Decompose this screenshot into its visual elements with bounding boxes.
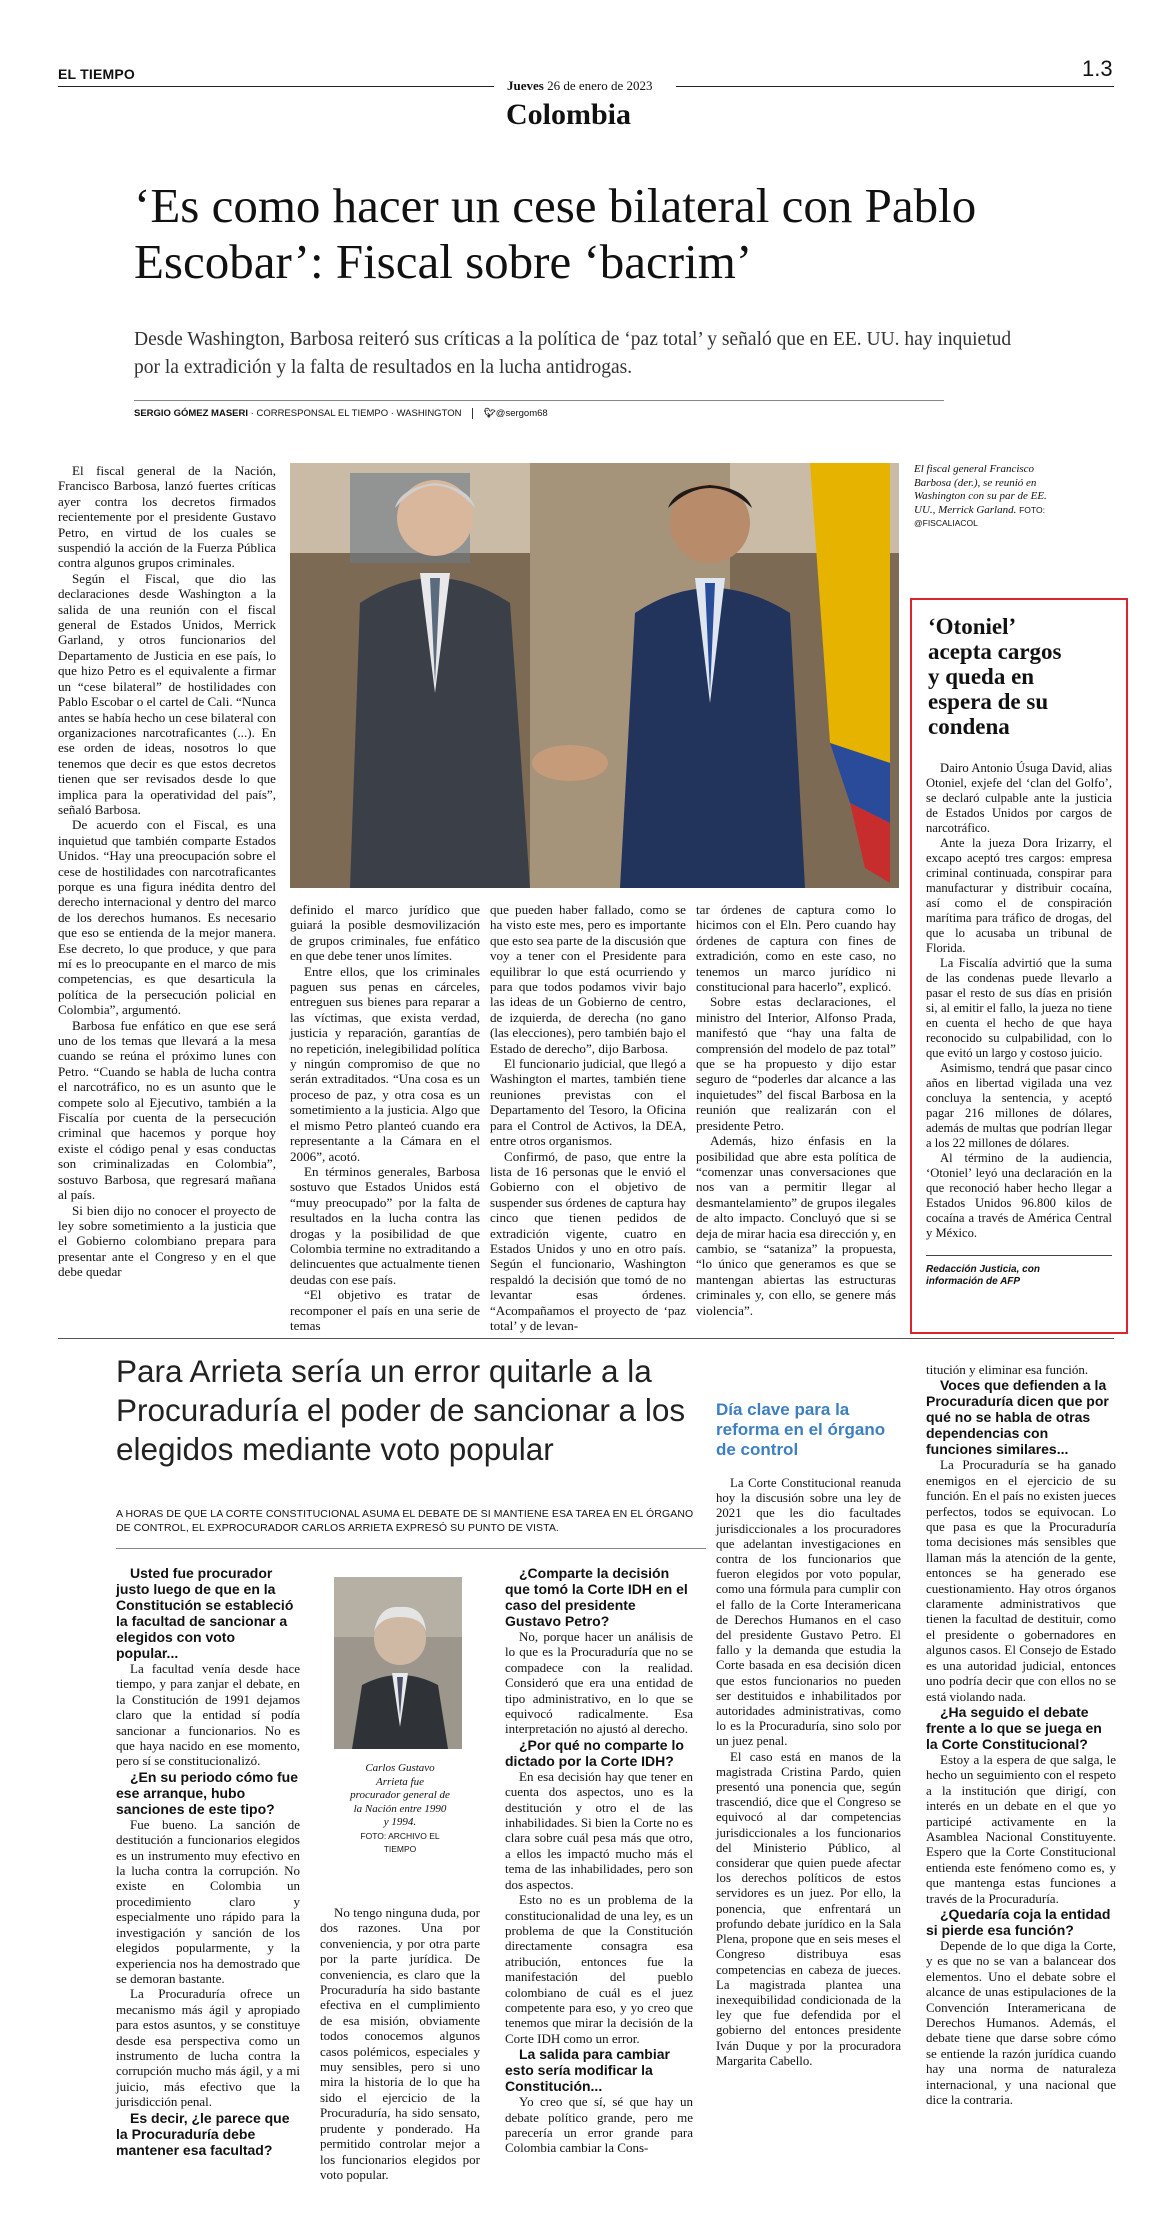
main-col1-para: El fiscal general de la Nación, Francisco Barbosa, lanzó fuertes críticas ayer contra los decretos firmados recientemente por el presidente Gustavo Petro, en virtud de los cuales se suspendió la acción de la Fuerza Pública contra algunos grupos criminales. xyxy=(58,463,276,571)
main-col3-para: El funcionario judicial, que llegó a Washington el martes, también tiene reuniones previstas con el Departamento del Tesoro, la Oficina para el Control de Activos, la DEA, entre otros organismos. xyxy=(490,1056,686,1149)
main-col1-para: De acuerdo con el Fiscal, es una inquietud que también comparte Estados Unidos. “Hay una preocupación sobre el cese de hostilidades con narcotraficantes porque es una figura inédita dentro del derecho internacional y dentro del marco de los derechos humanos. Es necesario que eso se entienda de la mejor manera. Ese decreto, lo que produce, y que para mí es lo preocupante en el marco de mis competencias, es que desarticula la política de la persecución policial en Colombia”, argumentó. xyxy=(58,817,276,1018)
main-deck: Desde Washington, Barbosa reiteró sus críticas a la política de ‘paz total’ y señaló que en EE. UU. hay inquietud por la extradición y la falta de resultados en la lucha antidrogas. xyxy=(134,329,1012,378)
interview-answer: titución y eliminar esa función. xyxy=(926,1362,1089,1377)
main-headline: ‘Es como hacer un cese bilateral con Pablo Escobar’: Fiscal sobre ‘bacrim’ xyxy=(134,178,977,289)
main-col2-para: En términos generales, Barbosa sostuvo que Estados Unidos está “muy preocupado” por la falta de resultados en la lucha contra las drogas y la posibilidad de que Colombia termine no extraditando a delincuentes que actualmente tienen deudas con ese país. xyxy=(290,1163,480,1287)
main-photo xyxy=(290,463,899,888)
interview-question: La salida para cambiar esto sería modificar la Constitución... xyxy=(505,2046,670,2095)
second-col-5 xyxy=(926,1362,1116,2107)
interview-question: ¿Quedaría coja la entidad si pierde esa función? xyxy=(926,1905,1111,1938)
twitter-icon: 🐦︎ xyxy=(483,408,496,420)
interview-answer: La facultad venía desde hace tiempo, y para zanjar el debate, en la Constitución de 1991 dejamos claro que la entidad sí podía sancionar a funcionarios. No es que haya nacido en ese momento, pero sí se constitucionalizó. xyxy=(116,1661,300,1769)
main-photo-caption xyxy=(914,463,1064,531)
masthead-rule-right xyxy=(676,86,1114,87)
key-day-title: Día clave para la reforma en el órgano de control xyxy=(716,1400,886,1459)
otoniel-para: La Fiscalía advirtió que la suma de las condenas puede llevarlo a pasar el resto de sus días en prisión si, al emitir el fallo, la jueza no tiene en cuenta el hecho de que haya reconocido su culpabilidad, con lo que evitó un largo y costoso juicio. xyxy=(926,956,1112,1060)
main-col1-para: Si bien dijo no conocer el proyecto de ley sobre sometimiento a la justicia que el Gobierno colombiano prepara para presentar ante el Congreso y en el que debe quedar xyxy=(58,1202,276,1280)
main-col2-para: definido el marco jurídico que guiará la posible desmovilización de grupos criminales, fue enfático en que debe tener unos límites. xyxy=(290,902,480,964)
issue-date-rest: 26 de enero de 2023 xyxy=(547,78,653,93)
otoniel-para: Ante la jueza Dora Irizarry, el excapo aceptó tres cargos: empresa criminal continuada, conspirar para manufacturar y distribuir cocaína, así como el de conspiración marítima para tráfico de drogas, del que lo acusaba un tribunal de Florida. xyxy=(926,836,1112,955)
story-divider xyxy=(58,1338,1114,1339)
main-col-4 xyxy=(696,902,896,1318)
interview-answer: La Procuraduría ofrece un mecanismo más ágil y apropiado para estos asuntos, y se constituye desde esa perspectiva como un instrumento de lucha contra la corrupción mucho más ágil, y a mi juicio, más efectivo que la jurisdicción penal. xyxy=(116,1986,300,2110)
main-col1-para: Según el Fiscal, que dio las declaraciones desde Washington a la salida de una reunión con el fiscal general de Estados Unidos, Merrick Garland, y otros funcionarios del Departamento de Justicia en ese país, lo que hizo Petro es el equivalente a firmar un “cese bilateral” de hostilidades con Pablo Escobar o el cartel de Cali. “Nunca antes se había hecho un cese bilateral con organizaciones narcotraficantes (...). En ese orden de ideas, nosotros lo que tenemos que decir es que estos decretos tienen que ser revisados desde lo que implica para la operatividad del país”, señaló Barbosa. xyxy=(58,570,276,817)
paper-name: EL TIEMPO xyxy=(58,66,135,82)
page-number: 1.3 xyxy=(1082,56,1113,81)
interview-answer: La Procuraduría se ha ganado enemigos en el ejercicio de su función. En el país no existen jueces perfectos, todos se equivocan. Lo que pasa es que la Procuraduría toma decisiones más sensibles que llaman más la atención de la gente, entonces se ha generado ese cuestionamiento. Hay otros órganos claramente administrativos que tienen la facultad de destituir, como el presidente o gobernadores en algunos casos. El Consejo de Estado es una autoridad judicial, entonces uno podría decir que con ellos no se está violando nada. xyxy=(926,1457,1116,1704)
interview-answer: Depende de lo que diga la Corte, y es que no se van a balancear dos elementos. Uno el debate sobre el alcance de unas estipulaciones de la Convención Interamericana de Derechos Humanos. Además, el debate tiene que darse sobre cómo se entiende la razón jurídica cuando hay una norma de naturaleza internacional, y una nacional que dice la contraria. xyxy=(926,1937,1116,2108)
otoniel-credit: Redacción Justicia, con información de AFP xyxy=(926,1264,1040,1287)
key-day-text xyxy=(716,1476,901,2069)
interview-question: Es decir, ¿le parece que la Procuraduría debe mantener esa facultad? xyxy=(116,2109,290,2158)
otoniel-text xyxy=(926,761,1112,1241)
main-col3-para: Confirmó, de paso, que entre la lista de 16 personas que le envió el Gobierno con el objetivo de suspender sus órdenes de captura hay cinco que tienen pedidos de extradición vigente, cuatro en Estados Unidos y uno en otro país. Según el funcionario, Washington respaldó la decisión que tomó de no levantar esas órdenes. “Acompañamos el proyecto de ‘paz total’ y de levan- xyxy=(490,1148,686,1333)
key-day-para: El caso está en manos de la magistrada Cristina Pardo, quien presentó una ponencia que, según trascendió, dice que el Congreso se equivocó al dar competencias jurisdiccionales a los funcionarios del Ministerio Público, al considerar que quien puede afectar los derechos políticos de estos servidores es un juez. Por ello, la ponencia, que enfrentará un profundo debate jurídico en la Sala Plena, propone que en seis meses el Congreso distribuya esas competencias en cabeza de jueces. La magistrada plantea una inexequibilidad condicionada de la ley que fue defendida por el gobierno del entonces presidente Iván Duque y por la procuradora Margarita Cabello. xyxy=(716,1749,901,2068)
section-title: Colombia xyxy=(506,98,632,131)
arrieta-caption-credit: FOTO: ARCHIVO EL TIEMPO xyxy=(360,1830,440,1854)
main-col-2 xyxy=(290,902,480,1333)
masthead-rule-left xyxy=(58,86,494,87)
interview-question: ¿Por qué no comparte lo dictado por la Corte IDH? xyxy=(505,1736,684,1769)
issue-day: Jueves xyxy=(507,78,544,93)
interview-question: ¿Ha seguido el debate frente a lo que se juega en la Corte Constitucional? xyxy=(926,1703,1102,1752)
interview-question: ¿Comparte la decisión que tomó la Corte IDH en el caso del presidente Gustavo Petro? xyxy=(505,1565,688,1629)
main-col-1 xyxy=(58,463,276,1280)
interview-answer: En esa decisión hay que tener en cuenta dos aspectos, uno es la destitución y otro el de las inhabilidades. Si bien la Corte no es clara sobre cuál pesa más que otro, a ellos les impactó mucho más el tema de las inhabilidades, pero son dos aspectos. xyxy=(505,1768,693,1892)
main-caption-credit: FOTO: @FISCALIACOL xyxy=(914,504,1045,528)
main-col2-para: “El objetivo es tratar de recomponer el país en una serie de temas xyxy=(290,1287,480,1333)
second-headline: Para Arrieta sería un error quitarle a la Procuraduría el poder de sancionar a los elegidos mediante voto popular xyxy=(116,1353,686,1467)
main-col2-para: Entre ellos, que los criminales paguen sus penas en cárceles, entreguen sus bienes para reparar a las víctimas, que exista verdad, justicia y reparación, garantías de no repetición, inelegibilidad política y ningún compromiso de que no serán extraditados. “Una cosa es un proceso de paz, y otra cosa es un sometimiento a la justicia. Algo que el mismo Petro planteó cuando era representante a la Cámara en el 2006”, acotó. xyxy=(290,963,480,1164)
byline xyxy=(134,408,548,419)
byline-top-rule xyxy=(134,400,944,401)
main-col4-para: tar órdenes de captura como lo hicimos con el Eln. Pero cuando hay órdenes de captura con fines de extradición, como en este caso, no tenemos un marco jurídico ni constitucional para hacerlo”, explicó. xyxy=(696,902,896,995)
interview-answer: No tengo ninguna duda, por dos razones. Una por conveniencia, y por otra parte por la parte jurídica. De conveniencia, es claro que la Procuraduría ha sido bastante efectiva en el cumplimiento de esa misión, obviamente todos conocemos algunos casos polémicos, especiales y muy sensibles, pero si uno mira la historia de lo que ha sido el ejercicio de la Procuraduría, ha sido sensato, prudente y ponderado. Ha permitido controlar mejor a los funcionarios elegidos por voto popular. xyxy=(320,1905,480,2182)
interview-question: ¿En su periodo cómo fue ese arranque, hubo sanciones de este tipo? xyxy=(116,1768,299,1817)
handshake-photo-illustration xyxy=(290,463,899,888)
byline-name: SERGIO GÓMEZ MASERI xyxy=(134,408,249,420)
arrieta-portrait xyxy=(334,1577,462,1749)
otoniel-para: Al término de la audiencia, ‘Otoniel’ leyó una declaración en la que reconoció haber hecho llegar a Estados Unidos 96.800 kilos de cocaína a través de América Central y México. xyxy=(926,1151,1112,1240)
main-col4-para: Además, hizo énfasis en la posibilidad que abre esta política de “comenzar unas conversaciones que nos van a permitir llegar al desmantelamiento” de grupos ilegales de alto impacto. Concluyó que si se deja de mirar hacia esa dirección y, en cambio, se “sataniza” la propuesta, “lo único que generamos es que se mantengan abiertas las estructuras criminales y, con ello, se genere más violencia”. xyxy=(696,1133,896,1318)
second-intro: A HORAS DE QUE LA CORTE CONSTITUCIONAL ASUMA EL DEBATE DE SI MANTIENE ESA TAREA EN EL ÓRGANO DE CONTROL, EL EXPROCURADOR CARLOS ARRIETA EXPRESÓ SU PUNTO DE VISTA. xyxy=(116,1508,694,1534)
main-col4-para: Sobre estas declaraciones, el ministro del Interior, Alfonso Prada, manifestó que “hay una falta de comprensión del modelo de paz total” que se ha propuesto y dijo estar seguro de “poderles dar alcance a las inquietudes” del fiscal Barbosa en la reunión que realizarán con el presidente Petro. xyxy=(696,994,896,1133)
second-col-3 xyxy=(505,1565,693,2156)
arrieta-caption xyxy=(350,1762,450,1857)
second-col-1 xyxy=(116,1565,300,2158)
byline-divider xyxy=(472,408,473,419)
interview-question: Voces que defienden a la Procuraduría dicen que por qué no se habla de otras dependencias con funciones similares... xyxy=(926,1377,1109,1458)
main-col-3 xyxy=(490,902,686,1333)
otoniel-para: Asimismo, tendrá que pasar cinco años en libertad vigilada una vez concluya la sentencia, y aceptó pagar 216 millones de dólares, además de multas que podrían llegar a los 22 millones de dólares. xyxy=(926,1061,1112,1150)
interview-answer: Esto no es un problema de la constitucionalidad de una ley, es un problema de que la Constitución directamente consagra esa atribución, entonces fue la manifestación del pueblo colombiano de cuál es el juez competente para eso, y yo creo que tenemos que mirar la decisión de la Corte IDH como un error. xyxy=(505,1892,693,2046)
interview-answer: No, porque hacer un análisis de lo que es la Procuraduría que no se compadece con la realidad. Consideró que era una entidad de tipo administrativo, en lo que se equivocó radicalmente. Esa interpretación no ajustó al derecho. xyxy=(505,1629,693,1737)
interview-answer: Fue bueno. La sanción de destitución a funcionarios elegidos es un instrumento muy efectivo en la lucha contra la corrupción. No existe en Colombia un procedimiento claro y especialmente uno rápido para la investigación y sanción de los elegidos popularmente, y la experiencia nos ha demostrado que se demoran bastante. xyxy=(116,1816,300,1986)
otoniel-box xyxy=(910,598,1128,1334)
key-day-para: La Corte Constitucional reanuda hoy la discusión sobre una ley de 2021 que les dio facultades jurisdiccionales a los procuradores que adelantan investigaciones en contra de los funcionarios que fueron elegidos por voto popular, como una fórmula para cumplir con el fallo de la Corte Interamericana de Derechos Humanos en el caso del presidente Gustavo Petro. El fallo y la demanda que estudia la Corte basada en esa decisión dicen que estos funcionarios no pueden ser destituidos e inhabilitados por autoridades administrativas, como lo es la Procuraduría, sino solo por un juez penal. xyxy=(716,1476,901,1749)
main-col1-para: Barbosa fue enfático en que ese será uno de los temas que llevará a la mesa cuando se reúna el próximo lunes con Petro. “Cuando se habla de lucha contra el narcotráfico, no es un asunto que le compete solo al Ejecutivo, también a la Fiscalía por cuenta de la persecución criminal que hacemos y porque hoy existe el código penal y esas conductas son criminalizadas en Colombia”, sostuvo Barbosa, que regresará mañana al país. xyxy=(58,1017,276,1203)
interview-answer: Estoy a la espera de que salga, le hecho un seguimiento con el respeto a la institución que dirigí, con interés en un debate en el que yo participé activamente en la Asamblea Nacional Constituyente. Espero que la Corte Constitucional entienda este fenómeno como es, y que mantenga estas funciones a través de la Procuraduría. xyxy=(926,1751,1116,1906)
interview-question: Usted fue procurador justo luego de que en la Constitución se estableció la facultad de sancionar a elegidos con voto popular... xyxy=(116,1565,294,1661)
key-day-box xyxy=(716,1400,901,2069)
byline-role: · CORRESPONSAL EL TIEMPO · WASHINGTON xyxy=(248,408,462,420)
otoniel-para: Dairo Antonio Úsuga David, alias Otoniel, exjefe del ‘clan del Golfo’, se declaró culpable ante la justicia de Estados Unidos por cargos de narcotráfico. xyxy=(926,761,1112,835)
twitter-handle: @sergom68 xyxy=(495,408,548,420)
interview-answer: Yo creo que sí, sé que hay un debate político grande, pero me parecería un error grande para Colombia cambiar la Cons- xyxy=(505,2094,693,2156)
main-caption-text: El fiscal general Francisco Barbosa (der.), se reunió en Washington con su par de EE. UU., Merrick Garland. xyxy=(914,463,1047,516)
second-col-2 xyxy=(320,1905,480,2182)
second-intro-rule xyxy=(116,1548,706,1549)
otoniel-credit-rule xyxy=(926,1255,1112,1256)
arrieta-caption-text: Carlos Gustavo Arrieta fue procurador general de la Nación entre 1990 y 1994. xyxy=(350,1762,450,1828)
otoniel-title: ‘Otoniel’ acepta cargos y queda en espera de su condena xyxy=(928,614,1062,739)
main-col3-para: que pueden haber fallado, como se ha visto este mes, pero es importante que esto sea parte de la discusión que voy a tener con el Presidente para equilibrar lo que está ocurriendo y para que todos podamos vivir bajo las ideas de un Gobierno de centro, de izquierda, de derecha (no gano (las elecciones), pero también bajo el Estado de derecho”, dijo Barbosa. xyxy=(490,902,686,1056)
issue-date xyxy=(507,78,653,94)
arrieta-photo xyxy=(334,1577,462,1749)
